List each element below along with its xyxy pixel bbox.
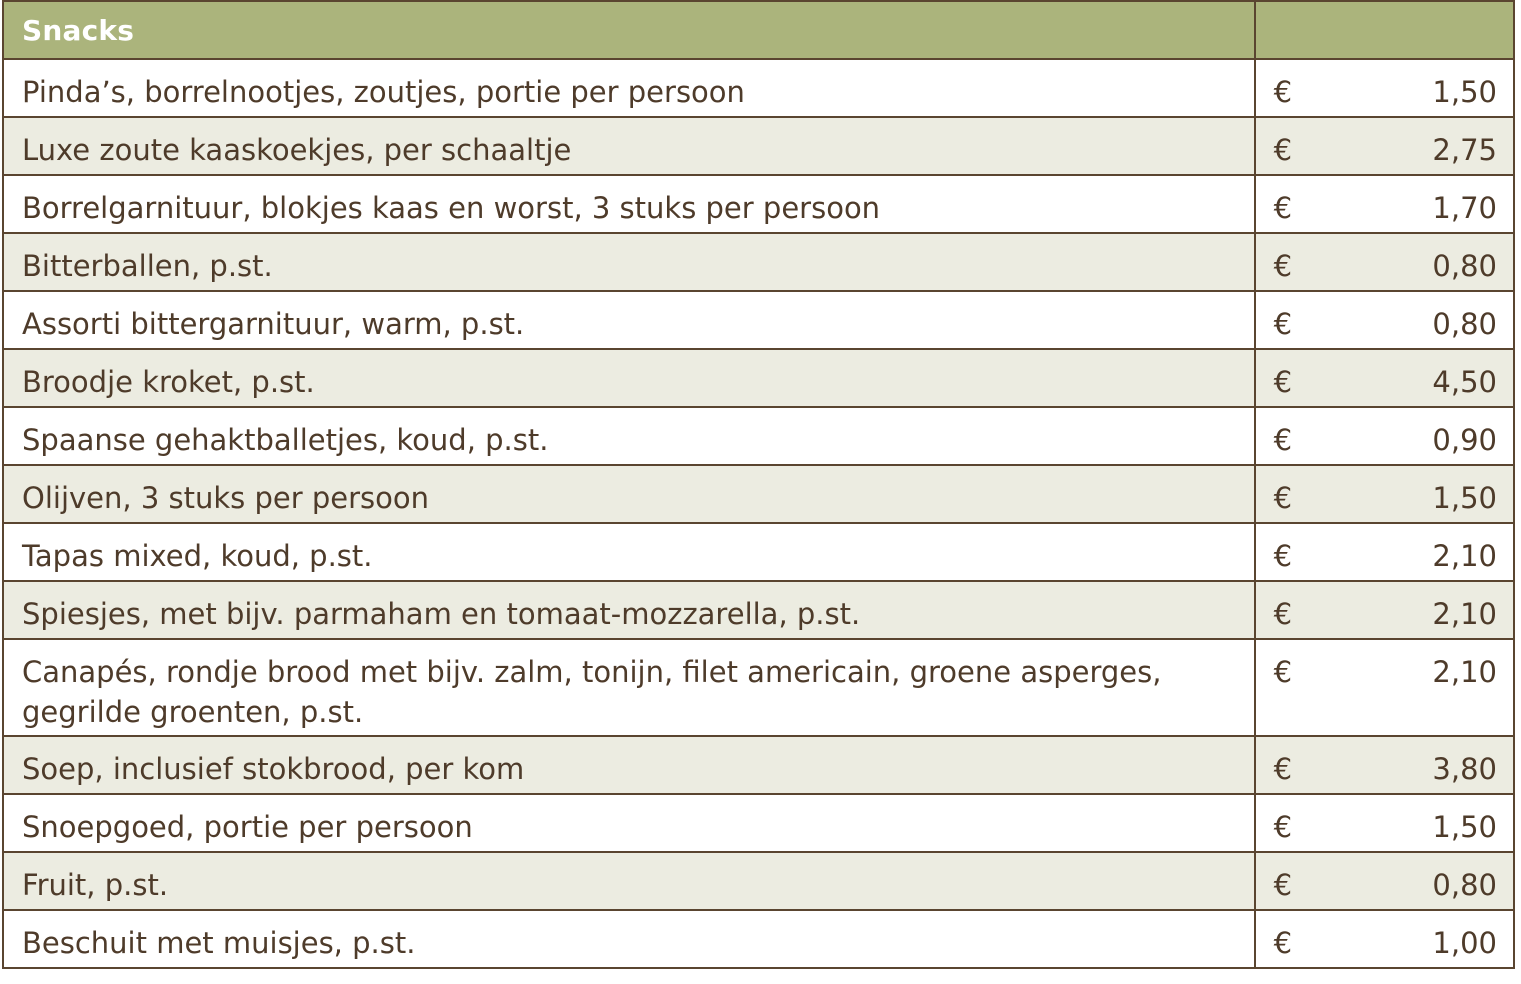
item-price-cell (1255, 794, 1514, 852)
item-description-cell (3, 794, 1255, 852)
item-description: Spiesjes, met bijv. parmaham en tomaat-mozzarella, p.st. (22, 597, 861, 631)
currency-symbol: € (1273, 597, 1293, 631)
item-description: Assorti bittergarnituur, warm, p.st. (22, 307, 525, 341)
section-title: Snacks (3, 1, 1255, 59)
table-row (3, 291, 1514, 349)
item-price-cell (1255, 117, 1514, 175)
item-price: 2,75 (1432, 133, 1497, 167)
table-row (3, 175, 1514, 233)
item-description: Canapés, rondje brood met bijv. zalm, tonijn, filet americain, groene asperges, gegrilde groenten, p.st. (22, 655, 1162, 729)
item-price: 1,50 (1432, 481, 1497, 515)
item-price-cell (1255, 581, 1514, 639)
table-row (3, 523, 1514, 581)
currency-symbol: € (1273, 752, 1293, 786)
table-row (3, 581, 1514, 639)
item-description-cell (3, 852, 1255, 910)
currency-symbol: € (1273, 191, 1293, 225)
item-description: Pinda’s, borrelnootjes, zoutjes, portie per persoon (22, 75, 745, 109)
item-description-cell (3, 291, 1255, 349)
table-row (3, 117, 1514, 175)
item-price-cell (1255, 639, 1514, 736)
item-description-cell (3, 175, 1255, 233)
item-description-cell (3, 581, 1255, 639)
item-description-cell (3, 523, 1255, 581)
snacks-price-table (2, 0, 1515, 969)
table-row (3, 349, 1514, 407)
item-price-cell (1255, 910, 1514, 968)
item-price-cell (1255, 736, 1514, 794)
item-price-cell (1255, 523, 1514, 581)
item-price: 1,50 (1432, 75, 1497, 109)
table-row (3, 233, 1514, 291)
currency-symbol: € (1273, 75, 1293, 109)
item-price-cell (1255, 175, 1514, 233)
currency-symbol: € (1273, 133, 1293, 167)
item-price-cell (1255, 291, 1514, 349)
item-price: 1,70 (1432, 191, 1497, 225)
item-price-cell (1255, 407, 1514, 465)
item-description: Spaanse gehaktballetjes, koud, p.st. (22, 423, 549, 457)
item-price: 3,80 (1432, 752, 1497, 786)
item-price: 0,80 (1432, 307, 1497, 341)
table-row (3, 59, 1514, 117)
currency-symbol: € (1273, 365, 1293, 399)
item-description: Luxe zoute kaaskoekjes, per schaaltje (22, 133, 572, 167)
item-price: 0,90 (1432, 423, 1497, 457)
item-description-cell (3, 117, 1255, 175)
item-description-cell (3, 349, 1255, 407)
item-description-cell (3, 233, 1255, 291)
header-empty-cell (1255, 1, 1514, 59)
item-price: 2,10 (1432, 597, 1497, 631)
table-row (3, 852, 1514, 910)
currency-symbol: € (1273, 926, 1293, 960)
item-price-cell (1255, 349, 1514, 407)
item-description-cell (3, 639, 1255, 736)
item-price: 1,00 (1432, 926, 1497, 960)
item-price-cell (1255, 852, 1514, 910)
item-description: Broodje kroket, p.st. (22, 365, 315, 399)
table-row (3, 794, 1514, 852)
item-price-cell (1255, 59, 1514, 117)
table-row (3, 736, 1514, 794)
item-price: 4,50 (1432, 365, 1497, 399)
item-price: 2,10 (1432, 655, 1497, 689)
table-row (3, 910, 1514, 968)
item-description: Bitterballen, p.st. (22, 249, 273, 283)
currency-symbol: € (1273, 307, 1293, 341)
table-header-row (3, 1, 1514, 59)
item-price: 0,80 (1432, 249, 1497, 283)
item-description-cell (3, 910, 1255, 968)
item-description-cell (3, 59, 1255, 117)
item-description: Tapas mixed, koud, p.st. (22, 539, 373, 573)
currency-symbol: € (1273, 249, 1293, 283)
item-description-cell (3, 407, 1255, 465)
currency-symbol: € (1273, 481, 1293, 515)
item-description: Borrelgarnituur, blokjes kaas en worst, 3 stuks per persoon (22, 191, 881, 225)
currency-symbol: € (1273, 810, 1293, 844)
item-description: Beschuit met muisjes, p.st. (22, 926, 416, 960)
table-row (3, 639, 1514, 736)
item-price-cell (1255, 233, 1514, 291)
item-price: 0,80 (1432, 868, 1497, 902)
currency-symbol: € (1273, 423, 1293, 457)
item-price: 1,50 (1432, 810, 1497, 844)
item-description-cell (3, 736, 1255, 794)
item-description: Fruit, p.st. (22, 868, 169, 902)
item-description: Soep, inclusief stokbrood, per kom (22, 752, 525, 786)
item-price: 2,10 (1432, 539, 1497, 573)
table-row (3, 465, 1514, 523)
item-price-cell (1255, 465, 1514, 523)
item-description-cell (3, 465, 1255, 523)
currency-symbol: € (1273, 539, 1293, 573)
currency-symbol: € (1273, 655, 1293, 689)
table-body (3, 59, 1514, 968)
table-row (3, 407, 1514, 465)
currency-symbol: € (1273, 868, 1293, 902)
item-description: Olijven, 3 stuks per persoon (22, 481, 430, 515)
item-description: Snoepgoed, portie per persoon (22, 810, 473, 844)
